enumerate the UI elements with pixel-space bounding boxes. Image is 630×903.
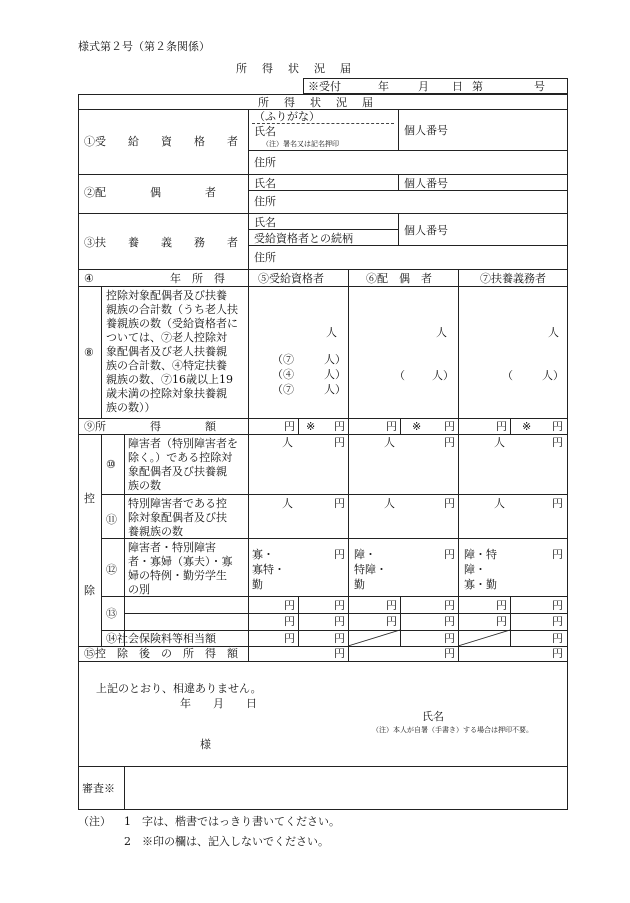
row11-no: ⑪ [106, 513, 117, 526]
spouse-address-label: 住所 [254, 195, 276, 208]
row12-c7-line: 障・ [464, 563, 486, 576]
furigana-label: （ふりがな） [254, 110, 320, 123]
row12-line: 者・寡婦（寡夫）・寡 [128, 555, 233, 568]
row8-obligor-unit: 人 [548, 326, 559, 339]
recipient-name-label: 氏名 [254, 125, 276, 138]
row10-line: 族の数 [128, 479, 161, 492]
yen-unit: 円 [444, 497, 455, 510]
row12-c7-line: 障・特 [464, 548, 497, 561]
person-unit: 人 [384, 497, 395, 510]
row8-obligor-paren: （ [502, 369, 513, 382]
row8-spouse-unit: 人 [436, 326, 447, 339]
row12-c6-line: 障・ [354, 548, 376, 561]
row9-kome-1: ※ [306, 420, 316, 433]
relationship-label: 受給資格者との続柄 [254, 232, 353, 245]
row12-no: ⑫ [106, 563, 117, 576]
row8-recipient-unit: 人 [326, 326, 337, 339]
row13-no: ⑬ [106, 607, 117, 620]
yen-unit: 円 [552, 615, 563, 628]
receipt-day: 日 [452, 80, 463, 93]
row4-no: ④ [84, 272, 94, 285]
yen-unit: 円 [444, 436, 455, 449]
row9-yen-6: 円 [552, 420, 563, 433]
row8-line: 養親族の数（受給資格者に [106, 317, 238, 330]
person-unit: 人 [494, 497, 505, 510]
row9-no: ⑨所 [84, 420, 106, 433]
yen-unit: 円 [496, 599, 507, 612]
yen-unit: 円 [334, 436, 345, 449]
yen-unit: 円 [552, 599, 563, 612]
recipient-label: ①受 給 資 格 者 [84, 135, 238, 148]
row8-line: ついては、⑦老人控除対 [106, 331, 227, 344]
row12-c6-line: 特障・ [354, 563, 387, 576]
row8-obligor-unit2: 人） [542, 369, 564, 382]
row9-kome-3: ※ [522, 420, 532, 433]
row11-line: 養親族の数 [128, 525, 183, 538]
row8-line: 族の合計数、④特定扶養 [106, 359, 227, 372]
yen-unit: 円 [284, 632, 295, 645]
person-unit: 人 [384, 436, 395, 449]
obligor-name-label: 氏名 [254, 216, 276, 229]
row10-line: 障害者（特別障害者を [128, 437, 238, 450]
spouse-label: ②配 偶 者 [84, 186, 216, 199]
yen-unit: 円 [496, 615, 507, 628]
yen-unit: 円 [334, 632, 345, 645]
person-unit: 人 [494, 436, 505, 449]
receipt-no: 第 [472, 80, 483, 93]
yen-unit: 円 [552, 497, 563, 510]
note-2: 2 ※印の欄は、記入しないでください。 [124, 835, 329, 848]
yen-unit: 円 [334, 647, 345, 660]
row8-k1: （⑦ [272, 353, 294, 366]
person-unit: 人 [282, 436, 293, 449]
row8-k2: （④ [272, 368, 294, 381]
row12-c5-line: 勤 [252, 578, 263, 591]
recipient-address-label: 住所 [254, 156, 276, 169]
col-recipient-header: ⑤受給資格者 [258, 272, 324, 285]
yen-unit: 円 [552, 647, 563, 660]
yen-unit: 円 [552, 436, 563, 449]
signer-note: （注）本人が自署（手書き）する場合は押印不要。 [372, 726, 533, 734]
addressee-sama: 様 [200, 738, 211, 751]
row9-yen-1: 円 [284, 420, 295, 433]
inner-title: 所 得 状 況 届 [258, 96, 375, 109]
obligor-address-label: 住所 [254, 251, 276, 264]
obligor-label: ③扶 養 義 務 者 [84, 236, 238, 249]
row11-line: 除対象配偶者及び扶 [128, 511, 227, 524]
row8-spouse-unit2: 人） [432, 369, 454, 382]
receipt-year: 年 [378, 80, 389, 93]
row8-line: 親族の合計数（うち老人扶 [106, 303, 238, 316]
deduction-label-b: 除 [84, 584, 95, 597]
yen-unit: 円 [334, 599, 345, 612]
row9-yen-5: 円 [496, 420, 507, 433]
row8-no: ⑧ [84, 346, 94, 359]
col-spouse-header: ⑥配 偶 者 [366, 272, 432, 285]
row8-k3-unit: 人） [324, 383, 346, 396]
receipt-month: 月 [418, 80, 429, 93]
row8-line: 控除対象配偶者及び扶養 [106, 289, 227, 302]
yen-unit: 円 [552, 548, 563, 561]
spouse-name-label: 氏名 [254, 177, 276, 190]
receipt-mark: ※受付 [308, 80, 341, 93]
row12-c7-line: 寡・勤 [464, 578, 497, 591]
row10-line: 除く。）である控除対 [128, 451, 233, 464]
person-unit: 人 [282, 497, 293, 510]
row9-kome-2: ※ [412, 420, 422, 433]
row14-label: ⑭社会保険料等相当額 [106, 632, 216, 645]
yen-unit: 円 [444, 599, 455, 612]
yen-unit: 円 [444, 647, 455, 660]
yen-unit: 円 [386, 615, 397, 628]
row12-c5-line: 寡特・ [252, 563, 285, 576]
yen-unit: 円 [444, 632, 455, 645]
row10-no: ⑩ [106, 458, 116, 471]
signer-name-label: 氏名 [422, 710, 444, 723]
row11-line: 特別障害者である控 [128, 497, 227, 510]
deduction-label-a: 控 [84, 492, 95, 505]
note-1: 1 字は、楷書ではっきり書いてください。 [124, 815, 340, 828]
yen-unit: 円 [284, 615, 295, 628]
row8-line: 族の数）） [106, 401, 156, 414]
yen-unit: 円 [334, 548, 345, 561]
recipient-personal-no: 個人番号 [404, 124, 448, 137]
yen-unit: 円 [552, 632, 563, 645]
name-note: （注）署名又は記名押印 [262, 140, 339, 148]
row8-k3: （⑦ [272, 383, 294, 396]
notes-heading: （注） [78, 815, 111, 828]
yen-unit: 円 [284, 599, 295, 612]
row9-yen-3: 円 [386, 420, 397, 433]
spouse-personal-no: 個人番号 [404, 177, 448, 190]
row9-yen-2: 円 [334, 420, 345, 433]
obligor-personal-no: 個人番号 [404, 224, 448, 237]
row9-yen-4: 円 [444, 420, 455, 433]
row10-line: 象配偶者及び扶養親 [128, 465, 227, 478]
row4-label: 年 所 得 [170, 272, 225, 285]
col-obligor-header: ⑦扶養義務者 [480, 272, 546, 285]
row12-line: の別 [128, 583, 150, 596]
row9-label: 得 額 [150, 420, 216, 433]
review-label: 審査※ [82, 782, 115, 795]
form-title: 所 得 状 況 届 [236, 62, 353, 75]
declaration-date: 年 月 日 [180, 697, 257, 710]
row8-line: 象配偶者及び老人扶養親 [106, 345, 227, 358]
row8-line: 歳未満の控除対象扶養親 [106, 387, 227, 400]
receipt-go: 号 [534, 80, 545, 93]
row8-k1-unit: 人） [324, 353, 346, 366]
declaration: 上記のとおり、相違ありません。 [96, 682, 262, 695]
row8-line: 親族の数、⑦16歳以上19 [106, 373, 233, 386]
row12-c5-line: 寡・ [252, 548, 274, 561]
row12-c6-line: 勤 [354, 578, 365, 591]
yen-unit: 円 [444, 615, 455, 628]
yen-unit: 円 [444, 548, 455, 561]
row15-label: ⑮控 除 後 の 所 得 額 [84, 647, 238, 660]
row8-spouse-paren: （ [394, 369, 405, 382]
row12-line: 婦の特例・勤労学生 [128, 569, 227, 582]
yen-unit: 円 [386, 599, 397, 612]
row8-k2-unit: 人） [324, 368, 346, 381]
row12-line: 障害者・特別障害 [128, 541, 216, 554]
form-reference: 様式第２号（第２条関係） [78, 40, 210, 53]
yen-unit: 円 [334, 497, 345, 510]
yen-unit: 円 [334, 615, 345, 628]
